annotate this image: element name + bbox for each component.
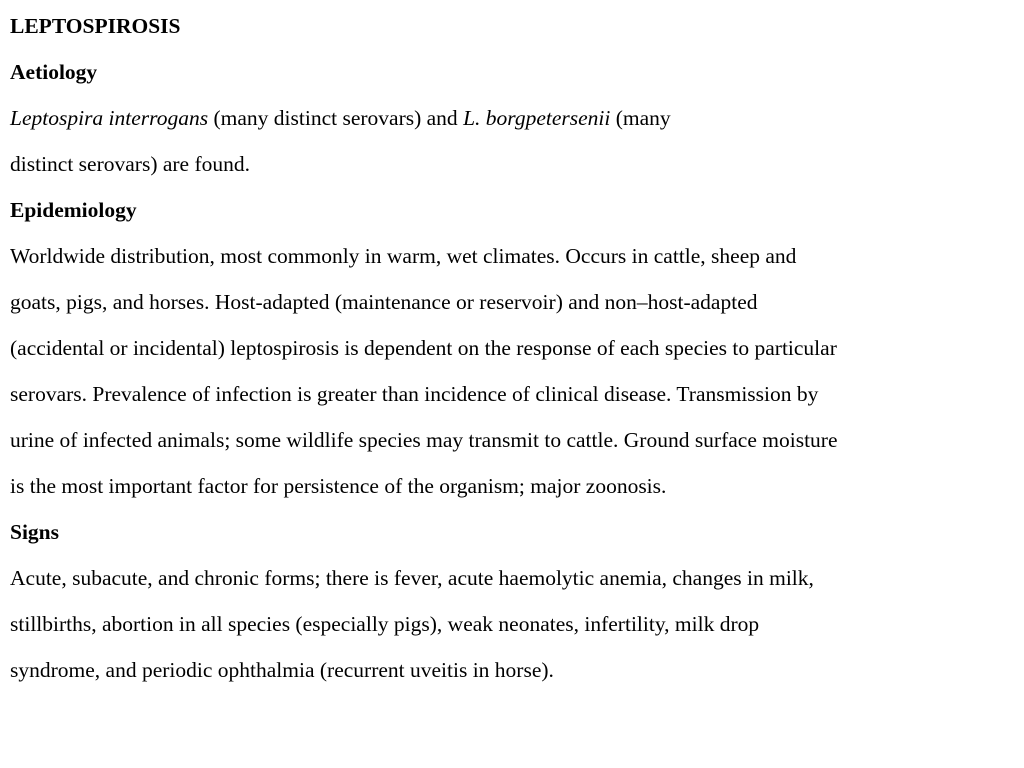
- aetiology-heading: Aetiology: [10, 60, 98, 84]
- signs-line: stillbirths, abortion in all species (especially pigs), weak neonates, infertility, milk drop: [10, 612, 760, 636]
- epidemiology-line: serovars. Prevalence of infection is greater than incidence of clinical disease. Transmission by: [10, 382, 819, 406]
- epidemiology-line: Worldwide distribution, most commonly in warm, wet climates. Occurs in cattle, sheep and: [10, 244, 797, 268]
- epidemiology-line: urine of infected animals; some wildlife species may transmit to cattle. Ground surface moisture: [10, 428, 838, 452]
- epidemiology-heading: Epidemiology: [10, 198, 137, 222]
- species-name-leptospira-interrogans: Leptospira interrogans: [10, 106, 209, 130]
- document-title: LEPTOSPIROSIS: [10, 14, 181, 38]
- species-name-l-borgpetersenii: L. borgpetersenii: [463, 106, 611, 130]
- epidemiology-line: is the most important factor for persistence of the organism; major zoonosis.: [10, 474, 667, 498]
- aetiology-line-2: distinct serovars) are found.: [10, 152, 251, 176]
- epidemiology-line: goats, pigs, and horses. Host-adapted (maintenance or reservoir) and non–host-adapted: [10, 290, 758, 314]
- signs-heading: Signs: [10, 520, 60, 544]
- epidemiology-line: (accidental or incidental) leptospirosis is dependent on the response of each species to particular: [10, 336, 837, 360]
- aetiology-line-1: [10, 108, 671, 130]
- signs-line: Acute, subacute, and chronic forms; there is fever, acute haemolytic anemia, changes in milk,: [10, 566, 814, 590]
- aetiology-text-segment: (many: [610, 106, 671, 130]
- aetiology-text-segment: (many distinct serovars) and: [208, 106, 464, 130]
- signs-line: syndrome, and periodic ophthalmia (recurrent uveitis in horse).: [10, 658, 554, 682]
